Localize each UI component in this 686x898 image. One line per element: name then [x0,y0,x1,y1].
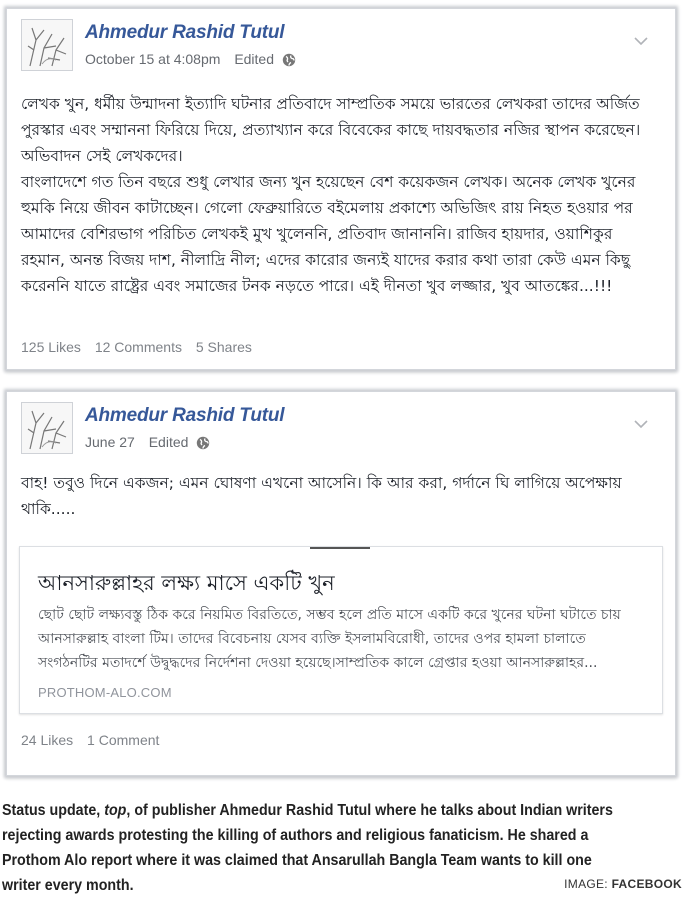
post-body [21,470,661,522]
globe-icon[interactable] [196,436,210,453]
link-description: ছোট ছোট লক্ষ্যবস্তু ঠিক করে নিয়মিত বিরতিতে, সম্ভব হলে প্রতি মাসে একটি করে খুনের ঘটনা ঘটাতে চায় আনসারুল্লাহ বাংলা টিম। তাদের বিবেচনায় যেসব ব্যক্তি ইসলামবিরোধী, তাদের ওপর হামলা চালাতে সংগঠনটির মতাদর্শে উদ্বুদ্ধদের নির্দেশনা দেওয়া হয়েছে।সাম্প্রতিক কালে গ্রেপ্তার হওয়া আনসারুল্লাহর... [38,607,621,671]
post-meta [85,51,296,70]
shared-link-card[interactable] [19,546,663,714]
comments-count[interactable]: 1 Comment [87,732,160,748]
avatar[interactable] [21,19,73,71]
post-paragraph: বাংলাদেশে গত তিন বছরে শুধু লেখার জন্য খুন হয়েছেন বেশ কয়েকজন লেখক। অনেক লেখক খুনের হুমকি নিয়ে জীবন কাটাচ্ছেন। গেলো ফেব্রুয়ারিতে বইমেলায় প্রকাশ্যে অভিজিৎ রায় নিহত হওয়ার পর আমাদের বেশিরভাগ পরিচিত লেখকই মুখ খুলেননি, প্রতিবাদ জানাননি। রাজিব হায়দার, ওয়াশিকুর রহমান, অনন্ত বিজয় দাশ, নীলাদ্রি নীল; এদের কারোর জন্যই যাদের করার কথা তারা কেউ এমন কিছু করেননি যাতে রাষ্ট্রের এবং সমাজের টনক নড়তে পারে। এই দীনতা খুব লজ্জার, খুব আতঙ্কের...!!! [21,173,636,295]
chevron-down-icon[interactable] [633,414,649,433]
post-meta [85,434,210,453]
chevron-down-icon[interactable] [633,31,649,50]
edited-label[interactable]: Edited [234,51,275,67]
post-stats [21,339,262,355]
credit-label: IMAGE: [564,877,608,891]
post-timestamp[interactable]: June 27 [85,434,135,450]
globe-icon[interactable] [282,53,296,70]
credit-source: FACEBOOK [611,877,682,891]
comments-count[interactable]: 12 Comments [94,339,182,355]
post-header [21,402,661,462]
link-domain: PROTHOM-ALO.COM [38,685,172,700]
likes-count[interactable]: 24 Likes [21,732,74,748]
caption-text: , of publisher Ahmedur Rashid Tutul where he talks about Indian writers rejecting awards protesting the killing of authors and religious fanaticism. He shared a Prothom Alo report where it was claimed that Ansarullah Bangla Team wants to kill one writer every month. [2,802,613,894]
avatar-sketch-icon [22,403,74,455]
image-caption [2,798,631,898]
post-stats [21,732,169,748]
post-header [21,19,661,79]
post-timestamp[interactable]: October 15 at 4:08pm [85,51,221,67]
post-paragraph: বাহ! তবুও দিনে একজন; এমন ঘোষণা এখনো আসেনি। কি আর করা, গর্দানে ঘি লাগিয়ে অপেক্ষায় থাকি..... [21,474,622,518]
avatar-sketch-icon [22,20,74,72]
edited-label[interactable]: Edited [148,434,189,450]
caption-emphasis: top [104,802,127,819]
image-credit [564,877,682,891]
status-post-bottom [6,391,676,776]
post-body [21,91,661,299]
card-divider [310,547,370,549]
avatar[interactable] [21,402,73,454]
caption-text: Status update, [2,802,105,819]
author-name[interactable]: Ahmedur Rashid Tutul [85,405,285,426]
shares-count[interactable]: 5 Shares [195,339,252,355]
post-paragraph: লেখক খুন, ধর্মীয় উন্মাদনা ইত্যাদি ঘটনার প্রতিবাদে সাম্প্রতিক সময়ে ভারতের লেখকরা তাদের অর্জিত পুরস্কার এবং সম্মাননা ফিরিয়ে দিয়ে, প্রত্যাখ্যান করে বিবেকের কাছে দায়বদ্ধতার নজির স্থাপন করেছেন। অভিবাদন সেই লেখকদের। [21,95,641,165]
status-post-top [6,8,676,370]
author-name[interactable]: Ahmedur Rashid Tutul [85,22,285,43]
likes-count[interactable]: 125 Likes [21,339,81,355]
link-title[interactable]: আনসারুল্লাহর লক্ষ্য মাসে একটি খুন [38,571,335,595]
